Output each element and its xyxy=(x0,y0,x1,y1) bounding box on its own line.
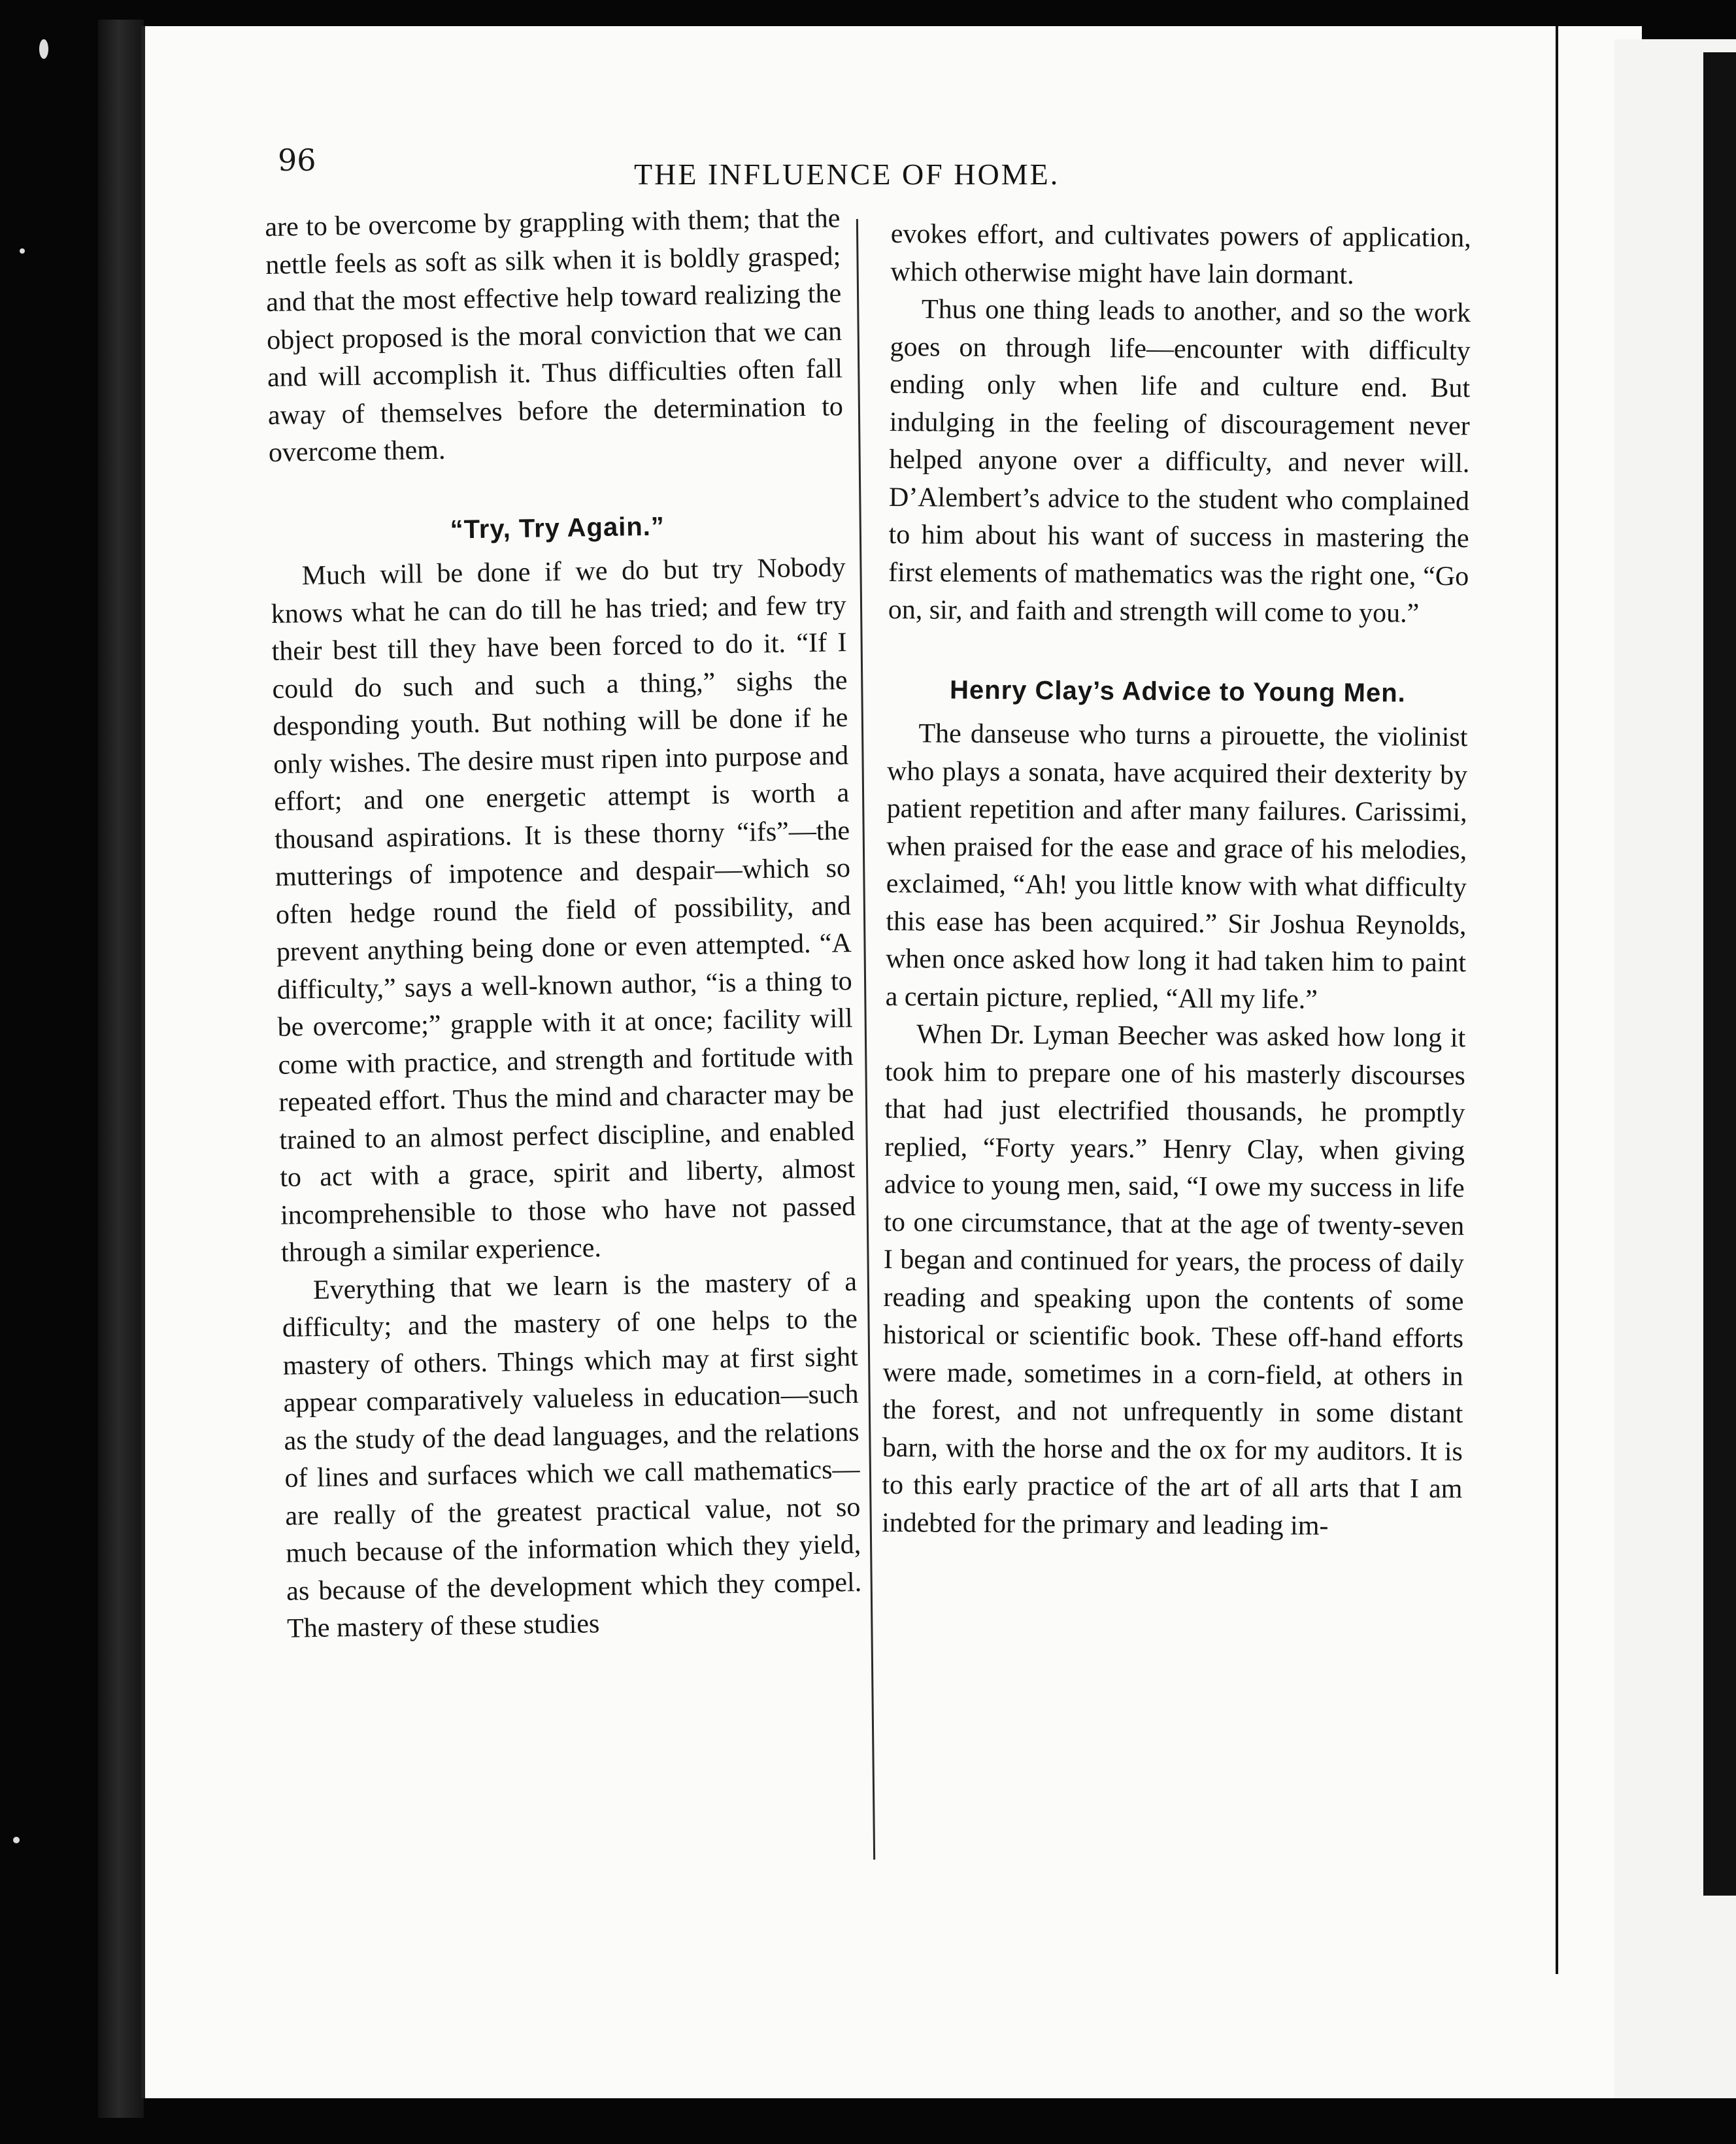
paragraph: evokes effort, and cultivates powers of application, which otherwise might have lain dormant. xyxy=(890,218,1471,290)
scan-speck xyxy=(39,39,48,59)
paragraph: Thus one thing leads to another, and so the work goes on through life—encounter with difficulty ending only when life and culture end. But indulging in the feeling of discouragement never helped anyone over a difficulty, and never will. D’Alembert’s advice to the student who complained to him about his want of success in mastering the first elements of mathematics was the right one, “Go on, sir, and faith and strength will come to you.” xyxy=(888,294,1471,629)
scanner-border xyxy=(1703,52,1736,1896)
paragraph: The danseuse who turns a pirouette, the violinist who plays a sonata, have acquired their dexterity by patient repetition and after many failures. Carissimi, when praised for the ease and grace of his melodies, exclaimed, “Ah! you little know with what difficulty this ease has been acquired.” Sir Joshua Reynolds, when once asked how long it had taken him to paint a certain picture, replied, “All my life.” xyxy=(885,718,1468,1015)
section-heading: Henry Clay’s Advice to Young Men. xyxy=(949,675,1406,708)
paragraph: are to be overcome by grappling with them; that the nettle feels as soft as silk when it is boldly grasped; and that the most effective help toward realizing the object proposed is the moral conviction that we can and will accomplish it. Thus difficulties often fall away of themselves before the determination to overcome them. xyxy=(265,203,844,468)
paragraph: When Dr. Lyman Beecher was asked how long it took him to prepare one of his masterly discourses that had just electrified thousands, he promptly replied, “Forty years.” Henry Clay, when giving advice to young men, said, “I owe my success in life to one circumstance, that at the age of twenty-seven I began and continued for years, the process of daily reading and speaking upon the contents of some historical or scientific book. These off-hand efforts were made, sometimes in a corn-field, at others in the forest, and not unfrequently in some distant barn, with the horse and the ox for my auditors. It is to this early practice of the art of all arts that I am indebted for the primary and leading im- xyxy=(881,1019,1466,1541)
scan-speck xyxy=(20,248,25,254)
book-spine-edge xyxy=(98,20,144,2118)
page-fold-line xyxy=(1556,26,1571,1974)
page-number: 96 xyxy=(278,142,316,178)
paragraph: Much will be done if we do but try Nobody knows what he can do till he has tried; and few try their best till they have been forced to do it. “If I could do such and such a thing,” sighs the desponding youth. But nothing will be done if he only wishes. The desire must ripen into purpose and effort; and one energetic attempt is worth a thousand aspirations. It is these thorny “ifs”—the mutterings of impotence and despair—which so often hedge round the field of possibility, and prevent anything being done or even attempted. “A difficulty,” says a well-known author, “is a thing to be overcome;” grapple with it at once; facility will come with practice, and strength and fortitude with repeated effort. Thus the mind and character may be trained to an almost perfect discipline, and enabled to act with a grace, spirit and liberty, almost incomprehensible to those who have not passed through a similar experience. xyxy=(271,552,856,1268)
right-column xyxy=(882,216,1471,1546)
paragraph: Everything that we learn is the mastery of a difficulty; and the mastery of one helps to the mastery of others. Things which may at first sight appear comparatively valueless in education—such as the study of the dead languages, and the relations of lines and surfaces which we call mathematics—are really of the greatest practical value, not so much because of the information which they yield, as because of the development which they compel. The mastery of these studies xyxy=(282,1266,862,1644)
section-heading: “Try, Try Again.” xyxy=(450,511,665,544)
left-column xyxy=(265,200,862,1648)
scan-speck xyxy=(13,1837,20,1843)
running-title: THE INFLUENCE OF HOME. xyxy=(634,158,1060,191)
